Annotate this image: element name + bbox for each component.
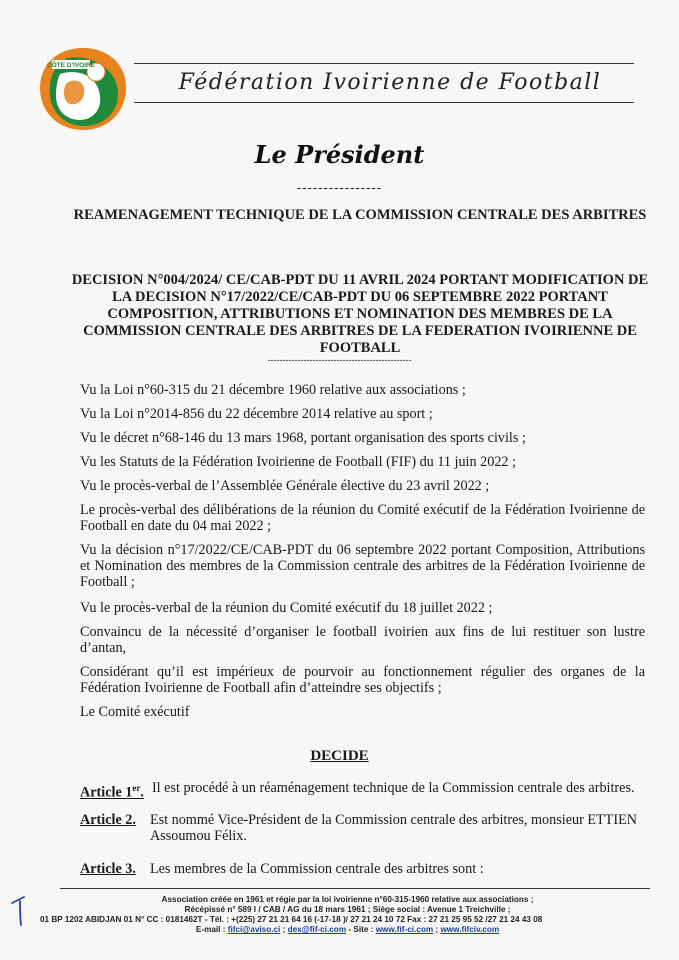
email-label: E-mail :: [195, 925, 226, 934]
president-heading: Le Président: [254, 140, 425, 169]
pen-mark-icon: [8, 893, 34, 929]
footer-line: Association créée en 1961 et régie par la loi ivoirienne n°60-315-1960 relative aux associations ;: [161, 895, 534, 904]
consideration-item: Le Comité exécutif: [80, 704, 190, 720]
consideration-item: Vu la Loi n°2014-856 du 22 décembre 2014 relative au sport ;: [80, 406, 433, 422]
federation-name: Fédération Ivoirienne de Football: [178, 70, 602, 95]
consideration-item: Vu la décision n°17/2022/CE/CAB-PDT du 06 septembre 2022 portant Composition, Attributions et Nomination des membres de la Commission centrale des arbitres de la Fédération Ivoirienne de Football ;: [80, 542, 645, 590]
decision-title: DECISION N°004/2024/ CE/CAB-PDT DU 11 AVRIL 2024 PORTANT MODIFICATION DE LA DECISION N°17/2022/CE/CAB-PDT DU 06 SEPTEMBRE 2022 PORTANT COMPOSITION, ATTRIBUTIONS ET NOMINATION DES MEMBRES DE LA COMMISSION CENTRALE DES ARBITRES DE LA FEDERATION IVOIRIENNE DE FOOTBALL: [71, 272, 649, 356]
consideration-item: Vu les Statuts de la Fédération Ivoirienne de Football (FIF) du 11 juin 2022 ;: [80, 454, 517, 470]
considerations-list: [80, 382, 645, 728]
consideration-item: Convaincu de la nécessité d’organiser le football ivoirien aux fins de lui restituer son lustre d’antan,: [80, 624, 645, 656]
consideration-item: Vu le procès-verbal de l’Assemblée Générale élective du 23 avril 2022 ;: [80, 478, 490, 494]
header-rule-bottom: [134, 102, 634, 103]
consideration-item: Vu le procès-verbal de la réunion du Comité exécutif du 18 juillet 2022 ;: [80, 600, 493, 616]
article-label: Article 2.: [80, 812, 136, 828]
consideration-item: Vu la Loi n°60-315 du 21 décembre 1960 relative aux associations ;: [80, 382, 466, 398]
footer-line: 01 BP 1202 ABIDJAN 01 N° CC : 0181462T - Tél. : +(225) 27 21 21 64 16 (-17-18 )/ 27 21 24 10 72 Fax : 27 21 25 95 52 /27 21 24 43 08: [40, 915, 543, 924]
subject-title: REAMENAGEMENT TECHNIQUE DE LA COMMISSION CENTRALE DES ARBITRES: [73, 207, 647, 223]
article-2: [80, 812, 645, 844]
article-label: Article 3.: [80, 861, 136, 877]
article-1: [80, 780, 645, 801]
logo-text: CÔTE D'IVOIRE: [46, 62, 96, 69]
header-rule-top: [134, 63, 634, 64]
website-link[interactable]: www.fif-ci.com: [375, 925, 434, 934]
footer-contact: E-mail : fifci@aviso.ci ; dex@fif-ci.com - Site : www.fif-ci.com ; www.fifciv.com: [195, 925, 500, 934]
separator-long: ------------------------------------------------: [267, 355, 412, 365]
separator-short: ----------------: [296, 180, 383, 195]
consideration-item: Considérant qu’il est impérieux de pourvoir au fonctionnement régulier des organes de la Fédération Ivoirienne de Football afin d’atteindre ses objectifs ;: [80, 664, 645, 696]
footer-rule: [60, 888, 650, 889]
email-link[interactable]: fifci@aviso.ci: [227, 925, 281, 934]
fif-logo: [38, 44, 128, 132]
article-text: Les membres de la Commission centrale des arbitres sont :: [149, 861, 484, 877]
decide-heading: DECIDE: [310, 748, 369, 764]
consideration-item: Le procès-verbal des délibérations de la réunion du Comité exécutif de la Fédération Ivoirienne de Football en date du 04 mai 2022 ;: [80, 502, 645, 534]
email-link[interactable]: dex@fif-ci.com: [287, 925, 347, 934]
article-text: Il est procédé à un réaménagement technique de la Commission centrale des arbitres.: [151, 780, 635, 796]
article-3: [80, 861, 645, 877]
footer: [40, 895, 655, 935]
footer-line: Récépissé n° 589 I / CAB / AG du 18 mars 1961 ; Siège social : Avenue 1 Treichville ;: [184, 905, 511, 914]
site-label: - Site :: [348, 925, 374, 934]
article-text: Est nommé Vice-Président de la Commission centrale des arbitres, monsieur ETTIEN Assoumou Félix.: [149, 812, 637, 844]
consideration-item: Vu le décret n°68-146 du 13 mars 1968, portant organisation des sports civils ;: [80, 430, 526, 446]
article-label: Article 1er.: [80, 783, 144, 801]
website-link[interactable]: www.fifciv.com: [440, 925, 500, 934]
